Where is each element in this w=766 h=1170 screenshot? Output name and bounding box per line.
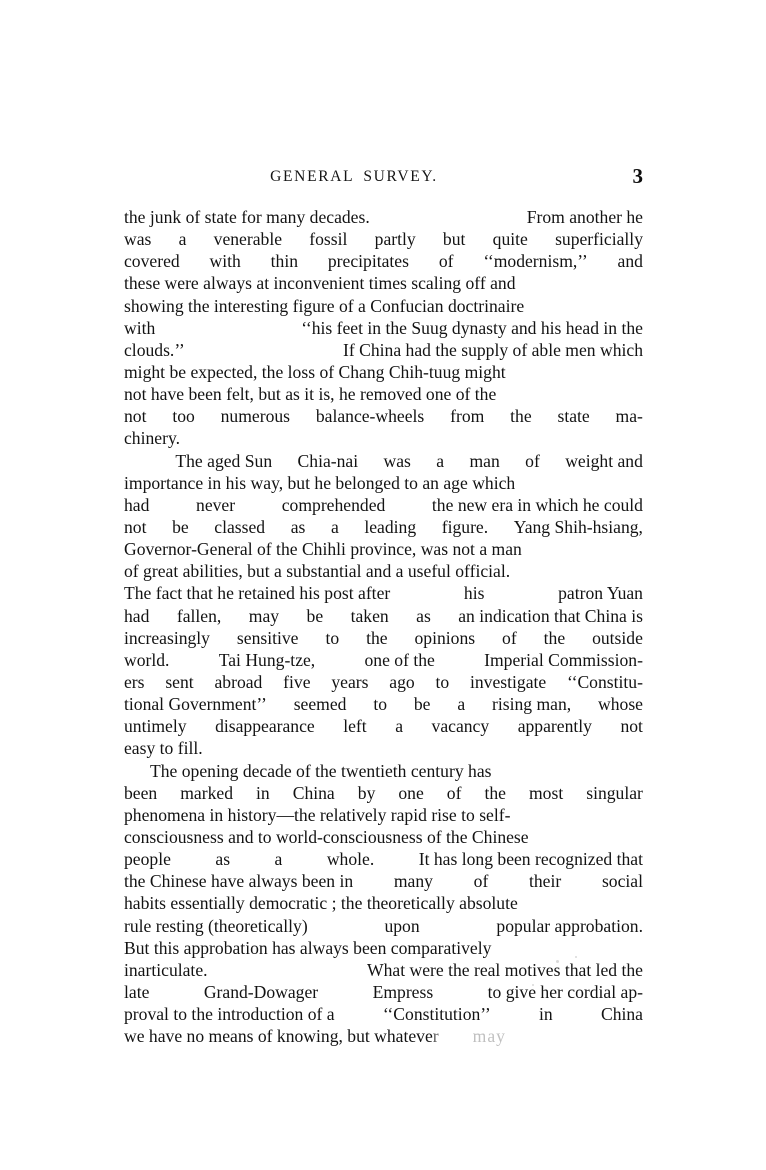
text-line-degraded xyxy=(124,1025,643,1047)
text-line: world. Tai Hung-tze, one of the Imperial Commission- xyxy=(124,649,643,670)
text-line: had fallen, may be taken as an indication that China is xyxy=(124,605,643,626)
text-line: The aged Sun Chia-nai was a man of weight and xyxy=(124,450,643,472)
text-line: with ‘‘his feet in the Suug dynasty and his head in the xyxy=(124,317,643,338)
body-text xyxy=(124,206,644,1047)
text-line: been marked in China by one of the most singular xyxy=(124,782,643,803)
text-line: might be expected, the loss of Chang Chih-tuug might xyxy=(124,361,506,382)
scan-degradation-gap xyxy=(439,1025,473,1047)
text-line: people as a whole. It has long been recognized that xyxy=(124,849,643,870)
scan-speckle xyxy=(575,956,577,958)
paragraph-1 xyxy=(124,206,644,450)
text-line: the Chinese have always been in many of their social xyxy=(124,871,643,892)
text-line: chinery. xyxy=(124,428,181,449)
text-line: not too numerous balance-wheels from the state ma- xyxy=(124,406,643,427)
text-line: of great abilities, but a substantial and a useful official. xyxy=(124,561,511,582)
text-line: covered with thin precipitates of ‘‘modernism,’’ and xyxy=(124,251,643,272)
text-line: increasingly sensitive to the opinions of the outside xyxy=(124,627,643,648)
paragraph-2 xyxy=(124,450,644,760)
text-line: habits essentially democratic ; the theoretically absolute xyxy=(124,893,518,914)
scan-speckle xyxy=(598,963,600,965)
text-line: The opening decade of the twentieth century has xyxy=(150,760,492,781)
final-line-faded-text: r xyxy=(432,1026,439,1047)
text-line: But this approbation has always been comparatively xyxy=(124,937,492,958)
text-line: easy to fill. xyxy=(124,738,203,759)
text-line: these were always at inconvenient times scaling off and xyxy=(124,273,516,294)
text-line: The fact that he retained his post after his patron Yuan xyxy=(124,583,643,604)
text-line: had never comprehended the new era in which he could xyxy=(124,494,643,515)
text-line: importance in his way, but he belonged to an age which xyxy=(124,472,516,493)
text-line: Governor-General of the Chihli province, was not a man xyxy=(124,539,522,560)
scan-speckle xyxy=(556,960,559,963)
text-line: untimely disappearance left a vacancy apparently not xyxy=(124,716,643,737)
text-line: rule resting (theoretically) upon popular approbation. xyxy=(124,915,643,936)
text-line: showing the interesting figure of a Confucian doctrinaire xyxy=(124,295,525,316)
text-line: ers sent abroad five years ago to investigate ‘‘Constitu- xyxy=(124,671,643,692)
text-line: not have been felt, but as it is, he removed one of the xyxy=(124,384,497,405)
text-line: consciousness and to world-consciousness of the Chinese xyxy=(124,826,529,847)
text-line: was a venerable fossil partly but quite superficially xyxy=(124,229,643,250)
page-number: 3 xyxy=(632,164,643,188)
text-line: the junk of state for many decades. From another he xyxy=(124,207,643,227)
text-line: not be classed as a leading figure. Yang Shih-hsiang, xyxy=(124,516,643,537)
paragraph-3 xyxy=(124,760,644,1048)
text-line: late Grand-Dowager Empress to give her cordial ap- xyxy=(124,981,643,1002)
page-title: GENERAL SURVEY. xyxy=(270,168,438,185)
paragraph-indent xyxy=(124,450,150,472)
text-line: proval to the introduction of a ‘‘Constitution’’ in China xyxy=(124,1004,643,1025)
final-line-clear-text: we have no means of knowing, but whateve xyxy=(124,1026,433,1047)
final-line-tail-text: may xyxy=(472,1026,506,1047)
text-line: tional Government’’ seemed to be a rising man, whose xyxy=(124,694,643,715)
text-line: phenomena in history—the relatively rapid rise to self- xyxy=(124,804,511,825)
scan-speckle xyxy=(532,984,534,986)
running-head xyxy=(124,164,643,194)
text-line: inarticulate. What were the real motives that led the xyxy=(124,959,643,980)
text-line: clouds.’’ If China had the supply of able men which xyxy=(124,339,643,360)
